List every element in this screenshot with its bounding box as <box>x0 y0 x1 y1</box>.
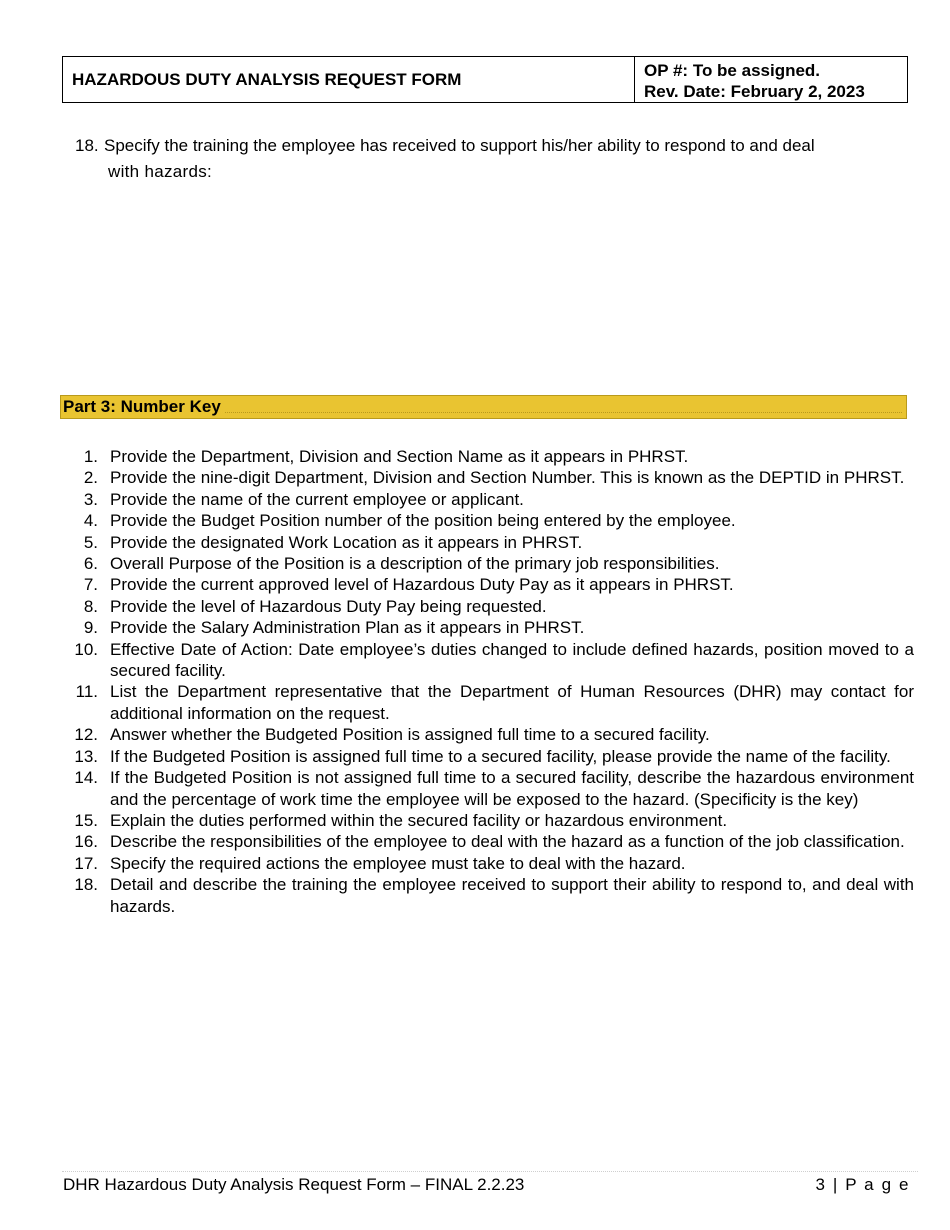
rev-date: Rev. Date: February 2, 2023 <box>644 82 865 101</box>
footer-rule <box>62 1171 918 1172</box>
list-item: 8. Provide the level of Hazardous Duty Pay being requested. <box>83 596 547 616</box>
footer-doc-title: DHR Hazardous Duty Analysis Request Form – FINAL 2.2.23 <box>63 1175 525 1194</box>
list-item: 11. List the Department representative that the Department of Human Resources (DHR) may contact for additional information on the request. <box>75 682 914 723</box>
list-item: 9. Provide the Salary Administration Plan as it appears in PHRST. <box>83 618 585 638</box>
header-info <box>635 57 907 102</box>
list-item: 13. If the Budgeted Position is assigned full time to a secured facility, please provide the name of the facility. <box>74 746 891 766</box>
list-item: 15. Explain the duties performed within the secured facility or hazardous environment. <box>74 810 728 830</box>
part3-title: Part 3: Number Key <box>63 397 221 416</box>
question-number: 18. <box>75 136 99 155</box>
header-table <box>62 56 908 103</box>
page-number: 3 | P a g e <box>815 1175 910 1194</box>
list-item: 6. Overall Purpose of the Position is a description of the primary job responsibilities. <box>83 554 720 574</box>
list-item: 18. Detail and describe the training the employee received to support their ability to respond to, and deal with hazards. <box>74 875 914 916</box>
part3-heading-bar <box>60 395 907 419</box>
question-text-line1: Specify the training the employee has received to support his/her ability to respond to and deal <box>104 136 815 155</box>
list-item: 16. Describe the responsibilities of the employee to deal with the hazard as a function of the job classification. <box>74 832 905 852</box>
question-18 <box>75 133 905 185</box>
number-key-list <box>72 446 914 917</box>
list-item: 14. If the Budgeted Position is not assigned full time to a secured facility, describe the hazardous environment and the percentage of work time the employee will be exposed to the hazard. (Specificity is the key) <box>74 768 914 809</box>
list-item: 2. Provide the nine-digit Department, Division and Section Number. This is known as the DEPTID in PHRST. <box>83 468 905 488</box>
list-item: 5. Provide the designated Work Location as it appears in PHRST. <box>83 532 583 552</box>
question-text-line2: with hazards: <box>108 162 213 181</box>
list-item: 1. Provide the Department, Division and Section Name as it appears in PHRST. <box>83 447 689 466</box>
list-item: 12. Answer whether the Budgeted Position is assigned full time to a secured facility. <box>74 725 710 745</box>
list-item: 10. Effective Date of Action: Date employee’s duties changed to include defined hazards, position moved to a secured facility. <box>74 639 914 681</box>
list-item: 7. Provide the current approved level of Hazardous Duty Pay as it appears in PHRST. <box>83 575 734 595</box>
leader-dots <box>225 412 902 413</box>
list-item: 17. Specify the required actions the employee must take to deal with the hazard. <box>74 853 686 873</box>
op-number: OP #: To be assigned. <box>644 61 821 80</box>
list-item: 3. Provide the name of the current employee or applicant. <box>83 489 524 509</box>
list-item: 4. Provide the Budget Position number of the position being entered by the employee. <box>83 511 736 531</box>
form-title: HAZARDOUS DUTY ANALYSIS REQUEST FORM <box>63 57 635 102</box>
